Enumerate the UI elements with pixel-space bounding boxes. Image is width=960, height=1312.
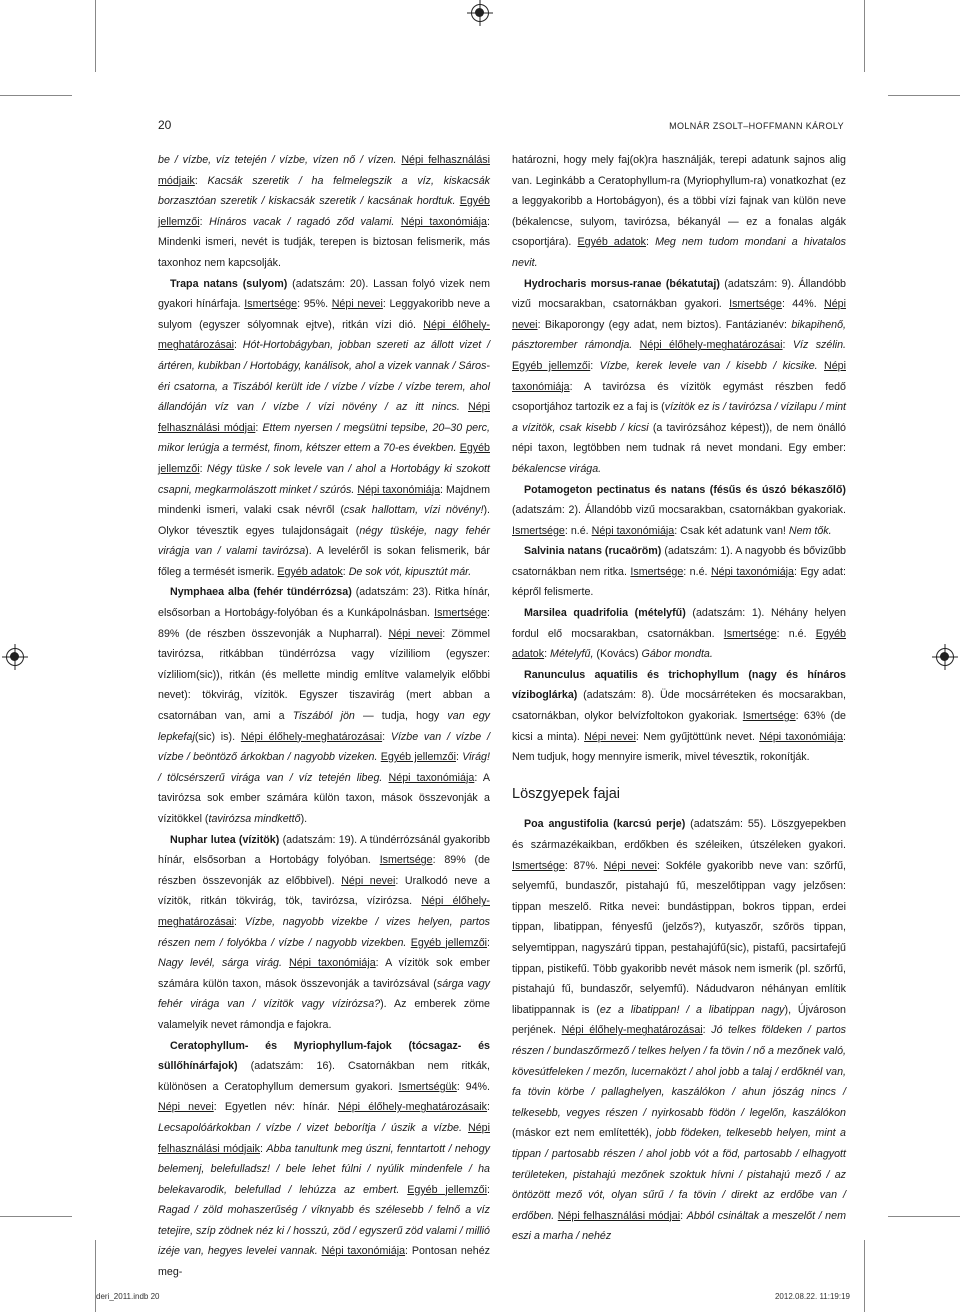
species-name: Ceratophyllum- és Myriophyllum-fajok (tócsagaz- és süllőhínárfajok) — [158, 1039, 490, 1073]
field-label: Egyéb jellemzői — [380, 751, 456, 764]
quote-text: csak hallottam, vízi növény! — [343, 504, 484, 517]
body-text: : — [455, 751, 463, 764]
registration-mark-top-icon — [471, 4, 489, 22]
body-text: : 87%. — [564, 859, 604, 872]
body-text: : — [255, 421, 263, 434]
body-text: (adatszám: 55). Löszgyepekben és származékaikban, erdőkben és széleiken, útszéleken gyakori. — [512, 818, 847, 851]
quote-text: De sok vót, kipusztút már. — [348, 565, 472, 578]
field-label: Népi nevei — [158, 1101, 214, 1114]
quote-text: Abból csináltak a meszelőt / nem eszi a marha / nehéz — [512, 1209, 846, 1243]
quote-text: tavirózsa mindkettő — [208, 813, 301, 825]
body-text: : Nem tudjuk, hogy mennyire ismerik, mivel tévesztik, rokonítják. — [512, 730, 847, 764]
body-text: : 95%. — [297, 298, 332, 311]
body-text: ). A leveléről is sokan felismerik, bár főleg a termését ismerik. — [158, 545, 490, 578]
species-name: Potamogeton pectinatus és natans (fésűs és úszó békaszőlő) — [524, 483, 846, 496]
right-column — [512, 150, 846, 1247]
page-header — [158, 118, 844, 132]
species-name: Ranunculus aquatilis és trichophyllum (nagy és hínáros víziboglárka) — [512, 668, 846, 702]
body-text: : — [680, 1209, 687, 1222]
section-heading: Löszgyepek fajai — [512, 785, 621, 802]
body-text: : n.é. — [683, 565, 711, 578]
body-text: : A tavirózsa sok ember számára külön taxon, mások összevonják a vízitökkel ( — [158, 771, 490, 825]
body-text: : — [199, 215, 210, 228]
field-label: Népi élőhely-meghatározásaik — [338, 1101, 488, 1114]
quote-text: jobb födeken, telkesebb helyen, mint a tippan / partosabb részen / ahol jobb vót a föd, partosabb / elhagyott területeken, pistahajú mezőnek szoktuk hívni / pistahajú mező / az öntözött mező vót, olyan sűrű / fa tövin / direkt az erdőbe van / erdőben. — [512, 1127, 846, 1222]
species-name: Marsilea quadrifolia (mételyfű) — [524, 607, 686, 620]
paragraph — [158, 1036, 490, 1283]
body-text: (adatszám: 1). Néhány helyen fordul elő mocsarakban, csatornákban. — [512, 607, 846, 640]
body-text: : Nem gyűjtöttünk nevet. — [635, 730, 760, 743]
body-text: határozni, hogy mely faj(ok)ra használják, terepi adatunk sajnos alig van. Leginkább a Ceratophyllum-ra (Myriophyllum-ra) vonatkozhat (ez a leggyakoribb a Hortobágyon), és a többi vízi fajnak van külön neve (békalencse, sulyom, tavirózsa, békanyál — ez a fonalas algák csoportjára). — [512, 154, 846, 249]
field-label: Népi taxonómiája — [400, 215, 488, 228]
body-text: : — [342, 565, 349, 578]
field-label: Népi élőhely-meghatározásai — [158, 895, 490, 928]
quote-text: Tiszából jön — [292, 710, 355, 723]
trim-mark — [0, 1216, 72, 1217]
body-text: : Mindenki ismeri, nevét is tudják, terepen is biztosan felismerik, más taxonhoz nem kapcsolják. — [158, 215, 490, 269]
quote-text: Abba tanultunk meg úszni, fenntartott / nehogy belemenj, belefulladsz! / bele lehet fúlni / nyúlik mindenfele / ha belekavarodik, belefullad / lehúzza az embert. — [158, 1142, 490, 1196]
body-text: : Zömmel tavirózsa, ritkábban tündérrózsa vagy vízililiom (egyszer: vízliliom(sic)), ritkán (és mellette mindig említve valamelyik előbbi nevet): tökvirág, vízitök. Egyszer tiszavirág (mert abban a csatornában van, ami a — [158, 627, 490, 723]
body-text: : — [260, 1142, 267, 1155]
running-head: MOLNÁR ZSOLT–HOFFMANN KÁROLY — [669, 121, 844, 131]
body-text: : — [234, 339, 243, 352]
body-text: (máskor ezt nem említették), — [512, 1127, 657, 1140]
field-label: Népi nevei — [331, 298, 383, 311]
body-text: : — [194, 174, 208, 187]
paragraph — [512, 603, 846, 665]
body-text: (adatszám: 8). Üde mocsárréteken és mocsarakban, csatornákban, olykor belvízfoltokon gyakoriak. — [512, 689, 846, 723]
quote-text: Nem tők. — [788, 524, 832, 537]
body-text: (adatszám: 20). Lassan folyó vizek nem gyakori hínárfaja. — [158, 277, 491, 311]
field-label: Népi nevei — [603, 859, 657, 872]
paragraph — [512, 814, 846, 1246]
quote-text: Gábor mondta. — [641, 648, 713, 661]
body-text: : A vízitök sok ember számára külön taxon, mások összevonják a tavirózsával ( — [158, 957, 490, 990]
body-text: : 44%. — [781, 298, 825, 311]
footer-file: deri_2011.indb 20 — [96, 1292, 160, 1301]
body-text: : 89% (de részben összevonják a Nupharral). — [158, 607, 490, 640]
field-label: Népi taxonómiája — [759, 730, 844, 743]
footer-date: 2012.08.22. 11:19:19 — [774, 1292, 850, 1301]
body-text: : — [782, 339, 793, 352]
body-text: ). Olykor tévesztik egyes tulajdonságait ( — [158, 504, 490, 537]
field-label: Ismertsége — [379, 854, 433, 867]
field-label: Egyéb adatok — [277, 565, 343, 578]
quote-text: ez a libatippan! / a libatippan nagy — [599, 1003, 785, 1016]
field-label: Népi felhasználási módjai — [158, 401, 490, 434]
field-label: Ismertségük — [398, 1080, 457, 1093]
quote-text: Hínáros vacak / ragadó ződ valami. — [209, 215, 401, 228]
body-text: (adatszám: 19). A tündérrózsánál gyakoribb hínár, elsősorban a Hortobágy folyóban. — [158, 833, 490, 867]
field-label: Népi élőhely-meghatározásai — [158, 318, 490, 352]
field-label: Népi taxonómiája — [591, 524, 675, 537]
body-text: — tudja, hogy — [354, 710, 448, 723]
body-text: : Leggyakoribb neve a sulyom (egyszer sólyomnak ejtve), ritkán vízi dió. — [158, 298, 491, 331]
registration-mark-right-icon — [936, 648, 954, 666]
quote-text: Lecsapolóárkokban / vízbe / vizet beborítja / úszik a vízbe. — [158, 1121, 469, 1134]
quote-text: be / vízbe, víz tetején / vízbe, vízen nő / vízen. — [158, 154, 402, 166]
field-label: Ismertsége — [512, 859, 565, 872]
quote-text: Meg nem tudom mondani a hivatalos nevit. — [512, 236, 846, 269]
quote-text: van egy lepkefaj — [158, 710, 491, 743]
quote-text: sárga vagy fehér virága van / vízitök vagy vízirózsa? — [158, 977, 491, 1011]
body-text: : n.é. — [564, 524, 592, 537]
body-text: ), Újvároson perjének. — [512, 1003, 846, 1037]
trim-mark — [888, 95, 960, 96]
field-label: Ismertsége — [742, 710, 796, 723]
species-name: Nuphar lutea (vízitök) — [170, 833, 280, 846]
body-text: (Kovács) — [596, 648, 642, 661]
quote-text: négy tüskéje, nagy fehér virágja van / valami tavirózsa — [158, 524, 490, 558]
field-label: Népi nevei — [512, 298, 846, 331]
quote-text: bikapihenő, pásztorember rámondja. — [512, 318, 846, 352]
body-text: : — [487, 936, 490, 949]
body-text: : Pontosan nehéz meg- — [158, 1245, 490, 1279]
field-label: Ismertsége — [729, 298, 782, 311]
body-text: : — [382, 730, 391, 743]
trim-mark — [95, 1240, 96, 1312]
field-label: Népi élőhely-meghatározásai — [561, 1024, 703, 1037]
body-text: : — [487, 1183, 490, 1196]
body-text: (a tavirózsához képest)), de nem önálló népi taxon, legtöbben nem tudnak rá nevet mondani. Egy ember: — [512, 421, 846, 455]
paragraph — [512, 480, 846, 542]
quote-text: Virág! / tölcsérszerű virága van / víz tetején libeg. — [158, 751, 490, 784]
body-text: (adatszám: 9). Állandóbb vizű mocsarakban, csatornákban gyakori. — [512, 277, 846, 311]
quote-text: Ragad / zöld mohaszerűség / víknyabb és szélesebb / felnő a víz tetejire, szíp zödnek néz ki / hosszú, zöd / egyszerű zöd valami / millió izéje van, hegyes levelei vannak. — [158, 1204, 490, 1258]
quote-text: Kacsák szeretik / ha felmelegszik a víz, kiskacsák borzasztóan szeretik / kiskacsák szeretik / kacsának hordtuk. — [158, 174, 490, 208]
field-label: Ismertsége — [512, 524, 565, 537]
field-label: Népi taxonómiája — [357, 483, 441, 496]
field-label: Népi élőhely-meghatározásai — [240, 730, 383, 743]
quote-text: Vízbe, nagyobb vizekbe / vizes helyen, partos részen nem / folyókba / vízbe / nagyobb vizekben. — [158, 915, 490, 949]
field-label: Népi felhasználási módjai — [557, 1209, 681, 1222]
field-label: Népi nevei — [388, 627, 443, 640]
field-label: Ismertsége — [630, 565, 684, 578]
species-name: Nymphaea alba (fehér tündérrózsa) — [170, 586, 352, 599]
body-text: : Csak két adatunk van! — [674, 524, 789, 537]
field-label: Egyéb adatok — [512, 627, 846, 661]
field-label: Egyéb jellemzői — [407, 1183, 488, 1196]
body-text: : — [590, 359, 600, 372]
field-label: Egyéb jellemzői — [158, 195, 490, 228]
body-text: : — [487, 1101, 491, 1114]
body-text: : — [544, 648, 551, 661]
quote-text: Hót-Hortobágyban, jobban szereti az állott vizet / ártéren, kubikban / Hortobágy, kanálisok, ahol a vizek vannak / Sáros-éri csatorna, a Tiszából került ide / vízbe / vízbe / vízbe terem, ahol állandóján víz van / vízbe / vízi növény / az itt nincs. — [158, 339, 490, 414]
quote-text: Jó telkes földeken / partos részen / bundaszőrmező / telkes helyen / fa tövin / nő a mezőnek való, kövesútfeleken / mezőn, lucernaközt / ahol jobb a talaj / erdőknél van, fa tövin körbe / pallaghelyen, kaszálókon / ahun jószág nincs / telkesebb, vegyes részen / nyirkosabb födön / legelőn, kaszálókon — [512, 1024, 847, 1119]
field-label: Egyéb adatok — [577, 236, 646, 249]
field-label: Népi felhasználási módjaik — [158, 154, 490, 187]
left-column — [158, 150, 490, 1283]
species-name: Hydrocharis morsus-ranae (békatutaj) — [524, 277, 720, 290]
quote-text: békalencse virága. — [512, 462, 602, 475]
field-label: Népi élőhely-meghatározásai — [639, 339, 783, 352]
trim-mark — [864, 1240, 865, 1312]
quote-text: vízitök ez is / tavirózsa / vízilapu / mint a vízitök, csak kisebb / kicsi — [512, 401, 846, 434]
quote-text: Mételyfű, — [550, 648, 597, 661]
body-text: : Bikaporongy (egy adat, nem biztos). Fantázianév: — [537, 318, 792, 331]
field-label: Népi felhasználási módjaik — [158, 1121, 490, 1155]
quote-text: Nagy levél, sárga virág. — [158, 957, 289, 970]
field-label: Népi taxonómiája — [388, 771, 475, 784]
paragraph — [512, 541, 846, 603]
field-label: Ismertsége — [434, 607, 488, 620]
body-text: : — [646, 236, 656, 249]
body-text: : Majdnem mindenki ismeri, valaki csak névről ( — [158, 483, 490, 517]
body-text: : A tavirózsa és vízitök egymást részben fedő csoportjához tartozik ez a faj is ( — [512, 380, 846, 414]
body-text: (adatszám: 2). Állandóbb vizű mocsarakban, csatornákban gyakoriak. — [512, 504, 846, 517]
field-label: Ismertsége — [244, 298, 298, 311]
quote-text: Ettem nyersen / megsütni tepsibe, 20–30 perc, mikor lerúgja a termést, finom, kétszer ettem a 70-es években. — [158, 421, 490, 455]
field-label: Egyéb jellemzői — [158, 442, 490, 475]
trim-mark — [95, 0, 96, 72]
body-text: : 63% (de kicsi a minta). — [512, 710, 846, 743]
field-label: Népi nevei — [584, 730, 636, 743]
quote-text: Víz szélin. — [792, 339, 846, 352]
body-text: : 89% (de részben összevonják az előbbivel). — [158, 854, 491, 887]
body-text: : — [702, 1024, 712, 1037]
paragraph — [158, 150, 490, 274]
species-name: Salvinia natans (rucaöröm) — [524, 545, 662, 558]
field-label: Egyéb jellemzői — [410, 936, 488, 949]
body-text: ). — [300, 813, 308, 825]
paragraph — [158, 582, 490, 829]
body-text: : — [199, 462, 207, 475]
registration-mark-left-icon — [6, 648, 24, 666]
body-text: ). Az emberek zöme valamelyik nevet rámondja e fajokra. — [158, 998, 490, 1031]
body-text: : n.é. — [776, 627, 816, 640]
field-label: Népi taxonómiája — [512, 359, 846, 393]
paragraph — [158, 830, 490, 1036]
quote-text: Vízbe van / vízbe / vízbe / beöntöző árkokban / nagyobb vizeken. — [158, 730, 490, 764]
paragraph — [512, 150, 846, 274]
body-text: : — [234, 915, 245, 928]
body-text: (adatszám: 1). A nagyobb és bővizűbb csatornákban nem ritka. — [512, 545, 846, 578]
species-name: Trapa natans (sulyom) — [170, 277, 288, 290]
field-label: Népi taxonómiája — [321, 1245, 406, 1258]
field-label: Népi taxonómiája — [710, 565, 794, 578]
trim-mark — [864, 0, 865, 72]
body-text: : Egyetlen név: hínár. — [213, 1101, 339, 1114]
body-text: : Sokféle gyakoribb neve van: szőrfű, selyemfű, bundaszőr, pistahajú fű, meszelőtippan vagy jelzősen: tippan meszelő. Ritka nevei: bundástippan, bokros tippan, erdei tippan, libatippan, fényesfű (jelzős?), kutyaszőr, szőrös tippan, selyemtippan, nagyszárú tippan, pestahajúfű(sic), pistafű, pacsirtafejű tippan, pistikefű. Több gyakoribb nevét mások nem ismerik (pl. szőrfű, pistahajú fű, bundaszőr, selyemfű). Nádudvaron néhányan említik libatippannak is ( — [512, 859, 846, 1016]
paragraph — [512, 274, 846, 480]
field-label: Népi taxonómiája — [288, 957, 376, 970]
page-number: 20 — [158, 118, 172, 132]
quote-text: Négy tüske / sok levele van / ahol a Hortobágy ki szokott csapni, megkarmolászott minket / szúrós. — [158, 462, 490, 496]
body-text: (sic) is). — [194, 730, 241, 743]
paragraph — [512, 665, 846, 768]
field-label: Népi nevei — [341, 874, 396, 887]
trim-mark — [0, 95, 72, 96]
body-text: : 94%. — [456, 1080, 490, 1093]
body-text: : Uralkodó neve a vízitök, ritkán tökvirág, tök, tavirózsa, vízirózsa. — [158, 874, 490, 908]
body-text: (adatszám: 16). Csatornákban nem ritkák, különösen a Ceratophyllum demersum gyakori. — [158, 1060, 490, 1093]
species-name: Poa angustifolia (karcsú perje) — [524, 818, 686, 831]
quote-text: Vízbe, kerek levele van / kisebb / kicsike. — [599, 359, 824, 372]
field-label: Ismertsége — [723, 627, 777, 640]
field-label: Egyéb jellemzői — [512, 359, 591, 372]
body-text: : Egy adat: képről felismerte. — [512, 565, 846, 599]
paragraph — [158, 274, 490, 583]
body-text: (adatszám: 23). Ritka hínár, elsősorban a Hortobágy-folyóban és a Kunkápolnásban. — [158, 586, 491, 620]
trim-mark — [888, 1216, 960, 1217]
